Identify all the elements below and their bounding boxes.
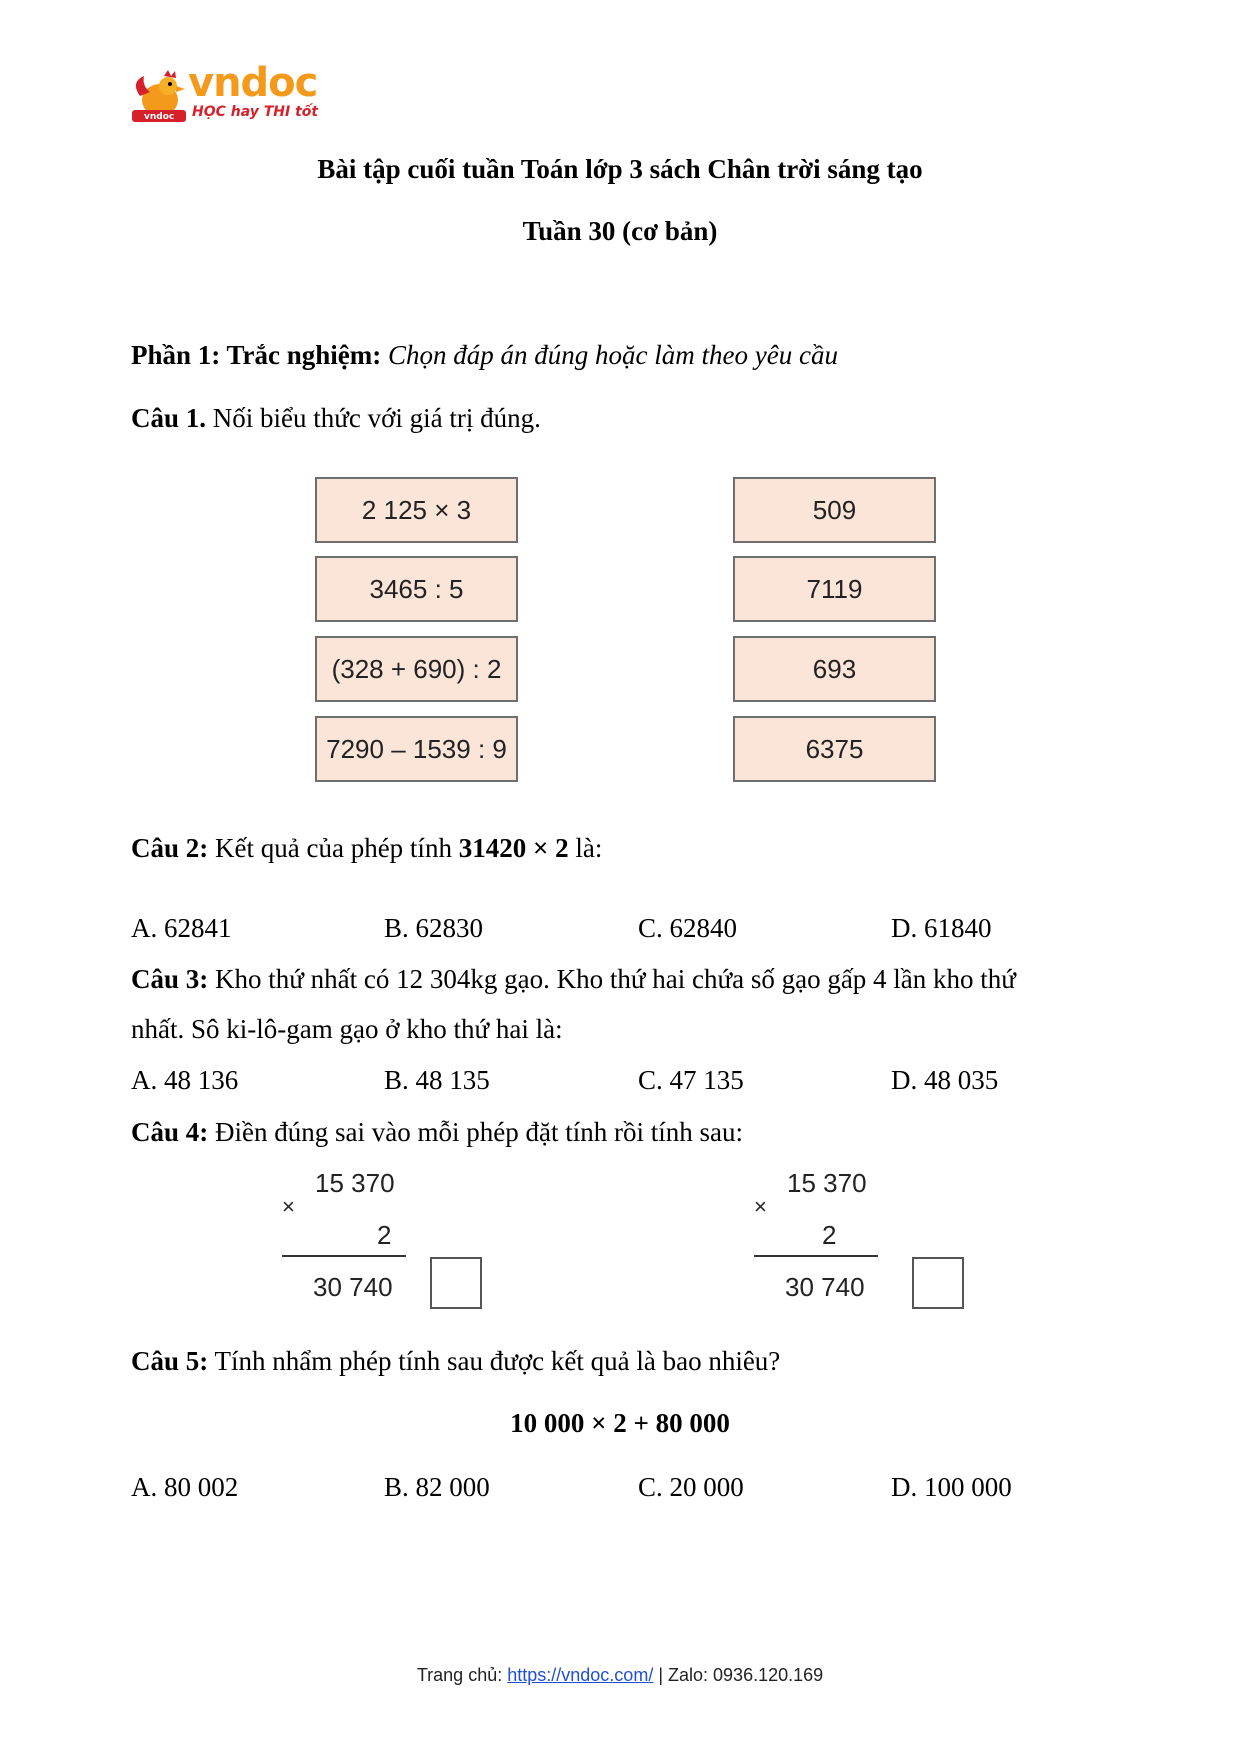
q5-label: Câu 5: xyxy=(131,1346,209,1376)
q4-label: Câu 4: xyxy=(131,1117,209,1147)
q5-text: Tính nhẩm phép tính sau được kết quả là bao nhiêu? xyxy=(214,1346,781,1376)
multiply-operator: × xyxy=(282,1194,295,1219)
q1-text: Nối biểu thức với giá trị đúng. xyxy=(212,403,541,433)
q1-expression-box[interactable]: 3465 : 5 xyxy=(315,556,518,622)
q2-text-after: là: xyxy=(575,833,603,863)
q1-expression-box[interactable]: (328 + 690) : 2 xyxy=(315,636,518,702)
q1-label: Câu 1. xyxy=(131,403,207,433)
q3-option-b[interactable]: B. 48 135 xyxy=(384,1065,490,1095)
q2-option-d[interactable]: D. 61840 xyxy=(891,913,992,943)
q2-option-c[interactable]: C. 62840 xyxy=(638,913,738,943)
q5-option-a[interactable]: A. 80 002 xyxy=(131,1472,239,1502)
multiply-operator: × xyxy=(754,1194,767,1219)
page-footer xyxy=(0,1665,1240,1686)
footer-zalo: | Zalo: 0936.120.169 xyxy=(658,1665,824,1685)
q5-option-c[interactable]: C. 20 000 xyxy=(638,1472,744,1502)
q3-prompt-line1 xyxy=(131,964,1016,995)
q3-option-c[interactable]: C. 47 135 xyxy=(638,1065,744,1095)
calc-top-number: 15 370 xyxy=(315,1168,395,1198)
calc-result: 30 740 xyxy=(785,1272,865,1302)
q5-expression: 10 000 × 2 + 80 000 xyxy=(510,1408,730,1438)
q1-value-box[interactable]: 7119 xyxy=(733,556,936,622)
calc-divider-line xyxy=(754,1255,878,1257)
calc-divider-line xyxy=(282,1255,406,1257)
q4-answer-box-1[interactable] xyxy=(430,1257,482,1309)
calc-top-number: 15 370 xyxy=(787,1168,867,1198)
q4-text: Điền đúng sai vào mỗi phép đặt tính rồi tính sau: xyxy=(215,1117,743,1147)
q5-prompt xyxy=(131,1346,780,1377)
part1-instruction: Chọn đáp án đúng hoặc làm theo yêu cầu xyxy=(388,340,838,370)
logo-badge-text: vndoc xyxy=(144,112,175,122)
q2-option-b[interactable]: B. 62830 xyxy=(384,913,484,943)
q4-prompt xyxy=(131,1117,743,1148)
q5-option-d[interactable]: D. 100 000 xyxy=(891,1472,1012,1502)
calc-bottom-number: 2 xyxy=(377,1220,392,1250)
q1-prompt xyxy=(131,403,541,434)
q3-option-d[interactable]: D. 48 035 xyxy=(891,1065,999,1095)
q3-text-line1: Kho thứ nhất có 12 304kg gạo. Kho thứ hai chứa số gạo gấp 4 lần kho thứ xyxy=(215,964,1016,994)
q5-option-b[interactable]: B. 82 000 xyxy=(384,1472,490,1502)
q2-option-a[interactable]: A. 62841 xyxy=(131,913,232,943)
page-subtitle: Tuần 30 (cơ bản) xyxy=(522,216,718,246)
vndoc-logo[interactable] xyxy=(130,60,330,136)
calc-result: 30 740 xyxy=(313,1272,393,1302)
logo-brand: vndoc xyxy=(188,60,318,106)
q2-text-before: Kết quả của phép tính xyxy=(215,833,452,863)
part1-heading xyxy=(131,340,838,371)
q3-option-a[interactable]: A. 48 136 xyxy=(131,1065,239,1095)
page-title: Bài tập cuối tuần Toán lớp 3 sách Chân trời sáng tạo xyxy=(317,154,923,184)
q1-value-box[interactable]: 6375 xyxy=(733,716,936,782)
q2-label: Câu 2: xyxy=(131,833,209,863)
q2-expression: 31420 × 2 xyxy=(458,833,569,863)
q3-label: Câu 3: xyxy=(131,964,209,994)
part1-label: Phần 1: Trắc nghiệm: xyxy=(131,340,382,370)
homepage-link[interactable]: https://vndoc.com/ xyxy=(507,1665,654,1685)
calc-bottom-number: 2 xyxy=(822,1220,837,1250)
q1-expression-box[interactable]: 2 125 × 3 xyxy=(315,477,518,543)
q2-prompt xyxy=(131,833,602,864)
logo-tagline: HỌC hay THI tốt xyxy=(192,104,319,120)
q3-text-line2: nhất. Sô ki-lô-gam gạo ở kho thứ hai là: xyxy=(131,1014,563,1044)
q1-expression-box[interactable]: 7290 – 1539 : 9 xyxy=(315,716,518,782)
q4-answer-box-2[interactable] xyxy=(912,1257,964,1309)
footer-label: Trang chủ: xyxy=(416,1665,503,1685)
q1-value-box[interactable]: 693 xyxy=(733,636,936,702)
q1-value-box[interactable]: 509 xyxy=(733,477,936,543)
